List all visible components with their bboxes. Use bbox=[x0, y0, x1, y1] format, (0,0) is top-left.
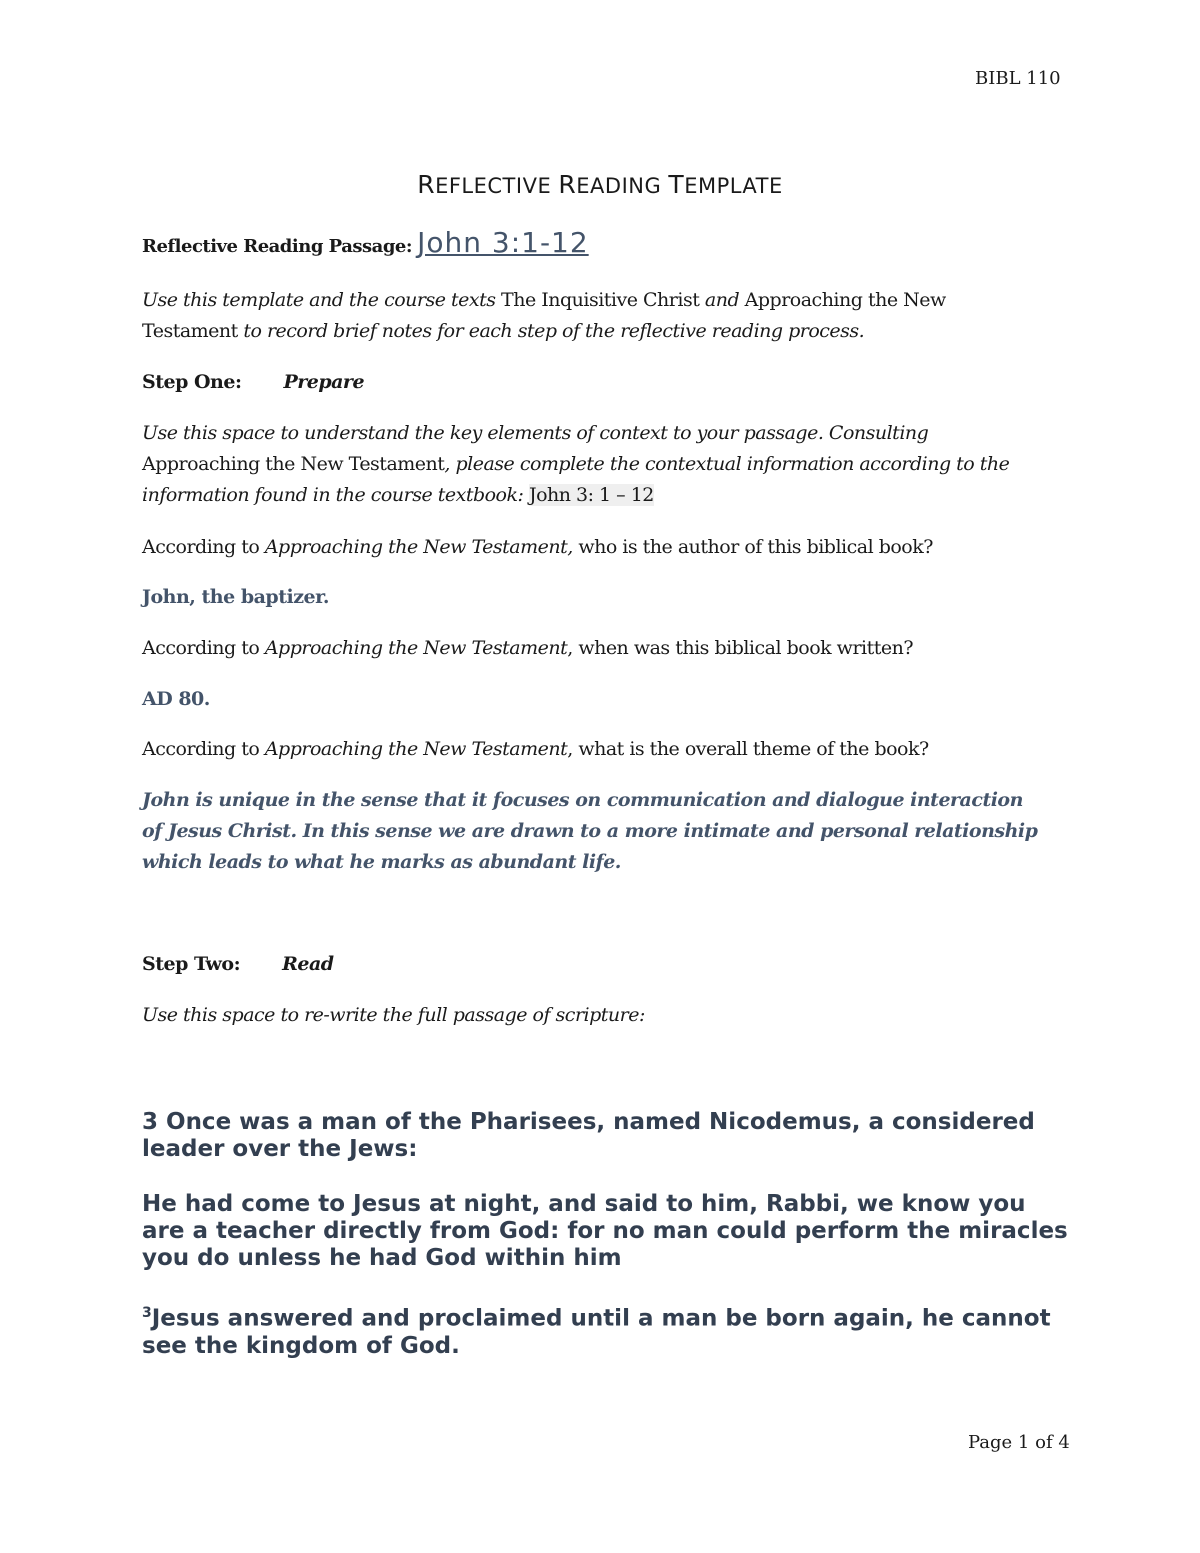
question-theme bbox=[142, 734, 1062, 765]
step-one-name: Prepare bbox=[283, 371, 365, 393]
question-author bbox=[142, 532, 1062, 563]
passage-reference: John 3: 1 – 12 bbox=[528, 484, 654, 506]
question-theme-prefix: According to bbox=[142, 738, 265, 760]
answer-date: AD 80. bbox=[142, 688, 210, 710]
intro-text-2: to record brief notes for each step of the reflective reading process. bbox=[237, 320, 865, 342]
question-date-book: Approaching the New Testament bbox=[264, 637, 568, 659]
question-author-book: Approaching the New Testament, bbox=[264, 536, 573, 558]
passage-label: Reflective Reading Passage: bbox=[142, 236, 412, 257]
title-cap-3: T bbox=[668, 170, 685, 199]
intro-book-1: The Inquisitive Christ bbox=[501, 289, 700, 311]
step-two-name: Read bbox=[282, 953, 334, 975]
step-one-book: Approaching the New Testament bbox=[142, 453, 445, 475]
title-cap-2: R bbox=[558, 170, 577, 199]
question-date bbox=[142, 633, 1062, 664]
step-one-instructions bbox=[142, 418, 1047, 511]
question-theme-book: Approaching the New Testament bbox=[264, 738, 568, 760]
intro-book-2: Approaching the New Testament bbox=[142, 289, 946, 342]
question-date-prefix: According to bbox=[142, 637, 265, 659]
verse-number: 3 bbox=[142, 1305, 152, 1321]
intro-and: and bbox=[699, 289, 745, 311]
step-one-text-1: Use this space to understand the key elements of context to your passage. Consulting bbox=[142, 422, 929, 444]
passage-line bbox=[142, 226, 589, 259]
intro-paragraph bbox=[142, 285, 1042, 347]
title-rest-2: EADING bbox=[576, 174, 669, 198]
step-one-label: Step One: bbox=[142, 371, 242, 393]
page-footer: Page 1 of 4 bbox=[968, 1432, 1070, 1453]
document-title bbox=[0, 170, 1200, 199]
answer-author: John, the baptizer. bbox=[142, 586, 329, 608]
scripture-verse-1: 3 Once was a man of the Pharisees, named Nicodemus, a considered leader over the Jews: bbox=[142, 1109, 1035, 1162]
page-header: BIBL 110 bbox=[975, 68, 1061, 89]
intro-text-1: Use this template and the course texts bbox=[142, 289, 502, 311]
question-date-suffix: , when was this biblical book written? bbox=[567, 637, 914, 659]
scripture-verse-3 bbox=[142, 1300, 1072, 1360]
scripture-verse-2: He had come to Jesus at night, and said to him, Rabbi, we know you are a teacher directly from God: for no man could perform the miracles you do unless he had God within him bbox=[142, 1191, 1068, 1271]
step-two-instructions bbox=[142, 1000, 645, 1031]
scripture-verse-3-text: Jesus answered and proclaimed until a man be born again, he cannot see the kingdom of God. bbox=[142, 1305, 1051, 1359]
title-rest-1: EFLECTIVE bbox=[435, 174, 559, 198]
step-two-heading bbox=[142, 949, 334, 980]
answer-theme: John is unique in the sense that it focuses on communication and dialogue interaction of Jesus Christ. In this sense we are drawn to a more intimate and personal relationship which leads to what he marks as abundant life. bbox=[142, 789, 1038, 873]
passage-value: John 3:1-12 bbox=[417, 226, 589, 259]
title-cap-1: R bbox=[417, 170, 436, 199]
step-two-instructions-text: Use this space to re-write the full passage of scripture: bbox=[142, 1004, 645, 1026]
step-one-text-2: , please complete the contextual information according to the information found in the course textbook: bbox=[142, 453, 1010, 506]
title-rest-3: EMPLATE bbox=[684, 174, 783, 198]
question-author-suffix: who is the author of this biblical book? bbox=[572, 536, 933, 558]
question-author-prefix: According to bbox=[142, 536, 265, 558]
step-two-label: Step Two: bbox=[142, 953, 241, 975]
step-one-heading bbox=[142, 367, 364, 398]
question-theme-suffix: , what is the overall theme of the book? bbox=[567, 738, 929, 760]
